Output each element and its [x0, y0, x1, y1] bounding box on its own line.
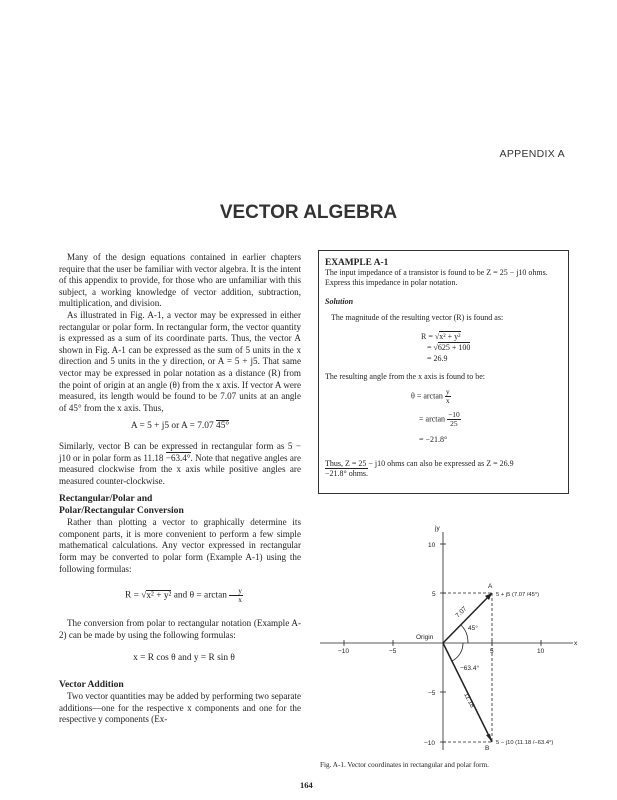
equation: x = R cos θ and y = R sin θ	[133, 653, 235, 664]
length-label: 7.07	[454, 605, 469, 620]
tick-label: −10	[424, 740, 436, 747]
polar-angle: 45°	[216, 421, 230, 432]
tick-label: −5	[389, 648, 397, 655]
angle-arc-a	[461, 625, 468, 643]
solution-heading: Solution	[325, 297, 354, 306]
vector-a-label: 5 + j5 (7.07 /45°)	[496, 592, 540, 598]
paragraph: As illustrated in Fig. A-1, a vector may be expressed in either rectangular or polar form. In rectangular form, the vector quantity is expressed as a sum of its coordinate parts. Thus, the vector A shown in Fig. A-1 can be expressed as the sum of 5 units in the x direction and 5 units in the y direction, or A = 5 + j5. That same vector may be expressed in polar notation as a distance (R) from the point of origin at an angle (θ) from the x axis. If vector A were measured, its length would be found to be 7.07 units at an angle of 45° from the x axis. Thus,	[59, 309, 301, 413]
vector-figure	[318, 520, 578, 756]
paragraph: Two vector quantities may be added by performing two separate additions—one for the respective x components and one for the respective y components (Ex-	[59, 691, 301, 725]
paragraph: Rather than plotting a vector to graphically determine its component parts, it is more convenient to perform a few simple mathematical calculations. Any vector expressed in rectangular form may be converted to polar form (Example A-1) using the following formulas:	[59, 517, 301, 574]
equation: θ = arctan $\frac{y}{x}$ = arctan $\frac{-10}{25}$ = −21.8°	[411, 387, 460, 444]
example-label: EXAMPLE A-1	[325, 258, 389, 268]
equation: A = 5 + j5 or A = 7.07 45°	[130, 421, 230, 432]
example-box	[318, 250, 569, 494]
length-label: 11.18	[462, 691, 476, 709]
section-heading: Rectangular/Polar and Polar/Rectangular Conversion	[59, 493, 184, 517]
example-text: The input impedance of a transistor is found to be Z = 25 − j10 ohms. Express this impedance in polar notation.	[325, 268, 548, 287]
page-title: VECTOR ALGEBRA	[219, 202, 398, 223]
paragraph: Many of the design equations contained in earlier chapters require that the user be familiar with vector algebra. It is the intent of this appendix to provide, for those who are unfamiliar with this subject, a working knowledge of vector addition, subtraction, multiplication, and division.	[59, 252, 301, 309]
angle-arc-b	[452, 643, 463, 661]
angle-label: 45°	[468, 625, 478, 632]
figure-caption: Fig. A-1. Vector coordinates in rectangular and polar form.	[320, 761, 489, 769]
vector-b-label: 5 − j10 (11.18 /−63.4°)	[496, 740, 554, 746]
tick-label: 10	[428, 542, 436, 549]
paragraph: The conversion from polar to rectangular notation (Example A-2) can be made by using the following formulas:	[59, 618, 301, 640]
angle-label: −63.4°	[460, 665, 480, 672]
arrowhead-b	[486, 734, 492, 742]
solution-text: The resulting angle from the x axis is found to be:	[325, 372, 485, 381]
tick-label: 5	[490, 648, 494, 655]
equation: R = √x² + y² and θ = arctan $\frac{y}{x}$	[124, 586, 243, 605]
appendix-header: APPENDIX A	[499, 148, 565, 160]
origin-label: Origin	[416, 634, 434, 641]
solution-text: Thus, Z = 25 − j10 ohms can also be expressed as Z = 26.9 −21.8° ohms.	[325, 459, 514, 478]
point-a-label: A	[488, 583, 493, 590]
equation: R = √x² + y² = √625 + 100 = 26.9	[421, 332, 471, 363]
x-axis-label: x	[574, 640, 578, 647]
paragraph: Similarly, vector B can be expressed in rectangular form as 5 − j10 or in polar form as 11.18 −63.4°. Note that negative angles are measured clockwise from the x axis while positive angles are measured counter-clockwise.	[59, 440, 301, 486]
tick-label: 5	[432, 591, 436, 598]
solution-text: The magnitude of the resulting vector (R) is found as:	[331, 313, 504, 322]
tick-label: −10	[338, 648, 350, 655]
section-heading: Vector Addition	[59, 679, 124, 691]
tick-label: 10	[537, 648, 545, 655]
page-number: 164	[300, 780, 313, 790]
point-b-label: B	[485, 745, 490, 752]
tick-label: −5	[428, 690, 436, 697]
y-axis-label: jy	[435, 525, 440, 532]
body-text	[59, 252, 301, 726]
